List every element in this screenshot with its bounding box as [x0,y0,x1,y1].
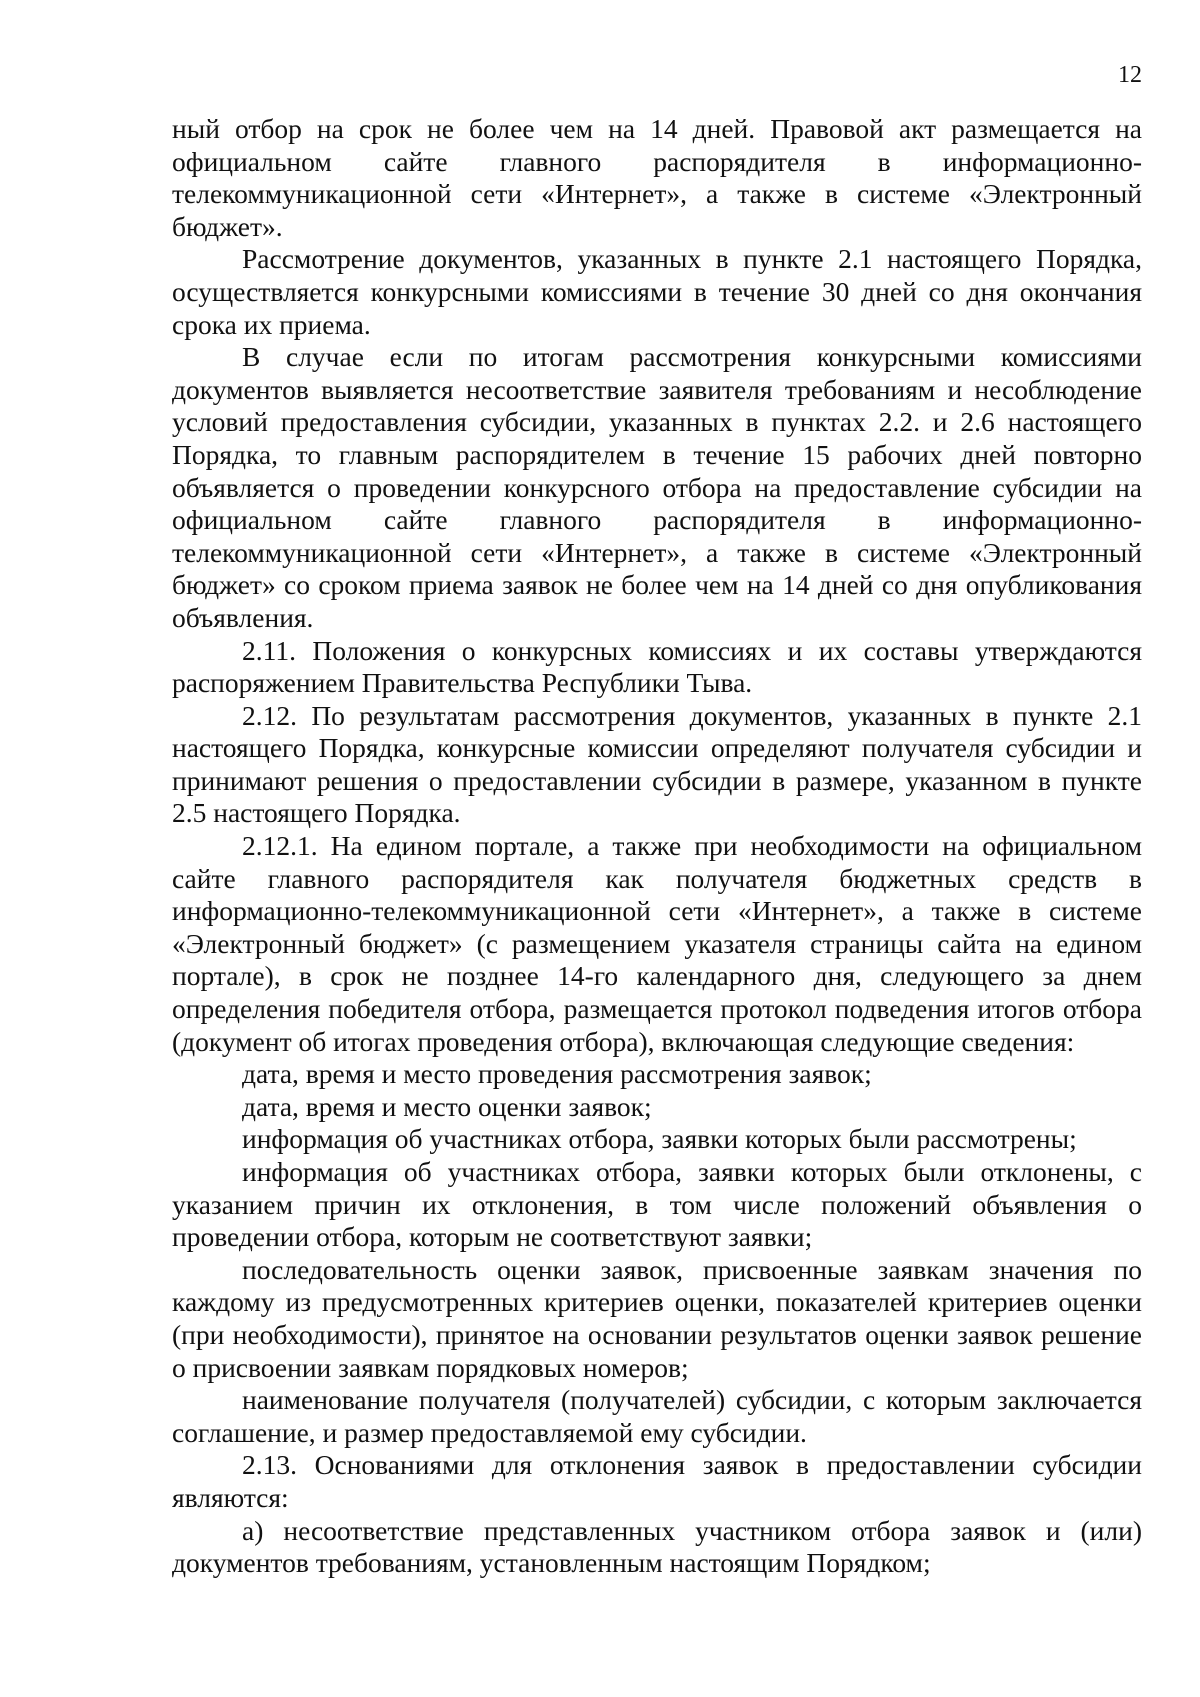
paragraph-2-12: 2.12. По результатам рассмотрения документов, указанных в пункте 2.1 настоящего Порядка, конкурсные комиссии определяют получателя субсидии и принимают решения о предоставлении субсидии в размере, указанном в пункте 2.5 настоящего Порядка. [172,699,1142,829]
paragraph-repeat-selection: В случае если по итогам рассмотрения конкурсными комиссиями документов выявляется несоответствие заявителя требованиям и несоблюдение условий предоставления субсидии, указанных в пунктах 2.2. и 2.6 настоящего Порядка, то главным распорядителем в течение 15 рабочих дней повторно объявляется о проведении конкурсного отбора на предоставление субсидии на официальном сайте главного распорядителя в информационно-телекоммуникационной сети «Интернет», а также в системе «Электронный бюджет» со сроком приема заявок не более чем на 14 дней со дня опубликования объявления. [172,341,1142,633]
list-item-rejected-participants: информация об участниках отбора, заявки которых были отклонены, с указанием причин их отклонения, в том числе положений объявления о проведении отбора, которым не соответствуют заявки; [172,1156,1142,1253]
list-item-evaluation-sequence: последовательность оценки заявок, присвоенные заявкам значения по каждому из предусмотренных критериев оценки, показателей критериев оценки (при необходимости), принятое на основании результатов оценки заявок решение о присвоении заявкам порядковых номеров; [172,1253,1142,1383]
list-item-recipient-name: наименование получателя (получателей) субсидии, с которым заключается соглашение, и размер предоставляемой ему субсидии. [172,1384,1142,1448]
list-item-reviewed-participants: информация об участниках отбора, заявки которых были рассмотрены; [242,1123,1077,1155]
paragraph-continuation: ный отбор на срок не более чем на 14 дней. Правовой акт размещается на официальном сайте главного распорядителя в информационно-телекоммуникационной сети «Интернет», а также в системе «Электронный бюджет». [172,113,1142,242]
paragraph-2-12-1: 2.12.1. На едином портале, а также при необходимости на официальном сайте главного распорядителя как получателя бюджетных средств в информационно-телекоммуникационной сети «Интернет», а также в системе «Электронный бюджет» (с размещением указателя страницы сайта на едином портале), в срок не позднее 14-го календарного дня, следующего за днем определения победителя отбора, размещается протокол подведения итогов отбора (документ об итогах проведения отбора), включающая следующие сведения: [172,830,1142,1057]
list-item-a: а) несоответствие представленных участником отбора заявок и (или) документов требованиям, установленным настоящим Порядком; [172,1514,1142,1579]
paragraph-2-13: 2.13. Основаниями для отклонения заявок в предоставлении субсидии являются: [172,1449,1142,1513]
page-number: 12 [1118,62,1142,88]
paragraph-review-documents: Рассмотрение документов, указанных в пункте 2.1 настоящего Порядка, осуществляется конкурсными комиссиями в течение 30 дней со дня окончания срока их приема. [172,243,1142,340]
document-body [172,113,1142,1580]
list-item-review-date: дата, время и место проведения рассмотрения заявок; [242,1058,872,1090]
paragraph-2-11: 2.11. Положения о конкурсных комиссиях и их составы утверждаются распоряжением Правительства Республики Тыва. [172,634,1142,699]
list-item-evaluation-date: дата, время и место оценки заявок; [242,1090,652,1122]
